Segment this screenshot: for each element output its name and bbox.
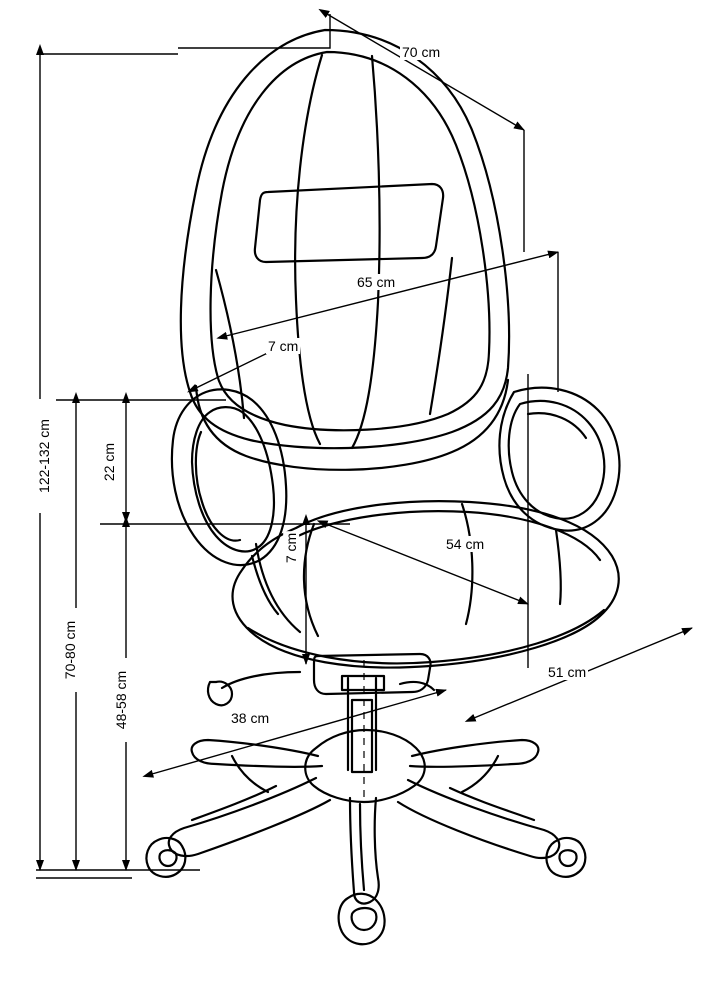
dimension-label-armrest-height: 22 cm <box>101 442 118 482</box>
dimension-label-backrest-height: 65 cm <box>357 274 396 290</box>
base-hub <box>305 730 425 802</box>
tilt-lever <box>222 672 300 688</box>
dimension-label-seat-width: 51 cm <box>548 664 587 680</box>
armrest-right-support <box>556 530 561 604</box>
base-rim-right <box>462 756 498 792</box>
dimension-label-seat-depth: 54 cm <box>446 536 485 552</box>
base-leg-left-front <box>169 778 330 856</box>
base-leg-right-front <box>398 780 559 858</box>
base-detail-center <box>360 804 364 890</box>
dimension-label-armrest-offset: 7 cm <box>268 338 299 354</box>
backrest-seam-left <box>216 270 244 418</box>
armrest-left-support <box>252 556 278 614</box>
seat-side-seam-2 <box>462 504 472 624</box>
dimension-label-seat-to-top-range: 70-80 cm <box>62 608 78 692</box>
base-rim-left <box>232 756 268 792</box>
caster-right-hub <box>559 850 576 866</box>
dim-line-38 <box>152 690 446 774</box>
backrest-center-column <box>295 55 322 444</box>
armrest-right-inner <box>509 401 605 519</box>
tilt-lever-knob <box>208 682 232 706</box>
dimension-label-base-diameter: 38 cm <box>231 710 270 726</box>
dim-line-54 <box>326 524 528 604</box>
caster-left-hub <box>159 850 176 866</box>
dimension-label-total-height: 122-132 cm <box>36 399 52 513</box>
ext-line-70 <box>178 14 330 48</box>
gas-lift-lower <box>352 700 372 772</box>
caster-right <box>546 838 585 877</box>
height-lever <box>400 682 434 690</box>
headrest-pad <box>255 184 443 262</box>
armrest-left-inner <box>192 407 274 551</box>
base-leg-right-back <box>410 740 538 767</box>
armrest-right-pad <box>528 413 586 438</box>
caster-center-hub <box>352 908 377 930</box>
dimension-lines <box>36 14 692 878</box>
dimension-label-seat-height-range: 48-58 cm <box>113 658 129 742</box>
caster-center-front <box>339 894 385 945</box>
dimension-label-overall-width-top: 70 cm <box>402 44 441 60</box>
backrest-center-column-2 <box>352 56 380 448</box>
caster-left <box>146 838 185 877</box>
base-detail-left <box>192 786 276 820</box>
tilt-mechanism <box>314 654 431 694</box>
dimension-label-seat-thickness: 7 cm <box>283 532 300 564</box>
backrest-inner-panel <box>211 52 490 430</box>
chair-illustration <box>146 30 619 944</box>
dim-line-70 <box>327 14 524 130</box>
